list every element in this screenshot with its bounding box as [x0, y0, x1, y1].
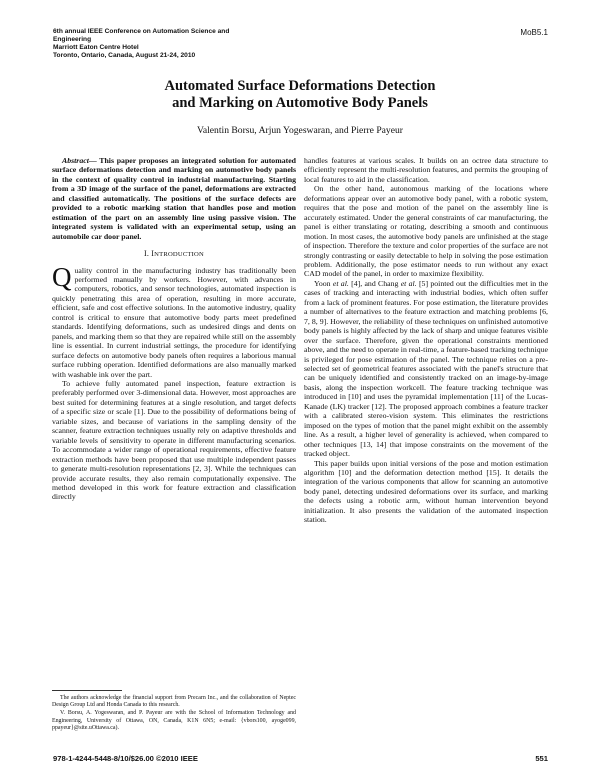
- conference-line: Engineering: [53, 36, 92, 43]
- body-paragraph: To achieve fully automated panel inspection, feature extraction is preferably performed over 3-dimensional data. However, most approaches are best suited for determining features at a single resolution, and target defects of a specific size or scale [1]. Due to the possibility of deformations being of variable sizes, and because of variations in the sampling density of the scanner, feature extraction techniques usually rely on adaptive thresholds and variable levels of sensitivity to operate in different manufacturing scenarios. To accommodate a wider range of operational requirements, effective feature extraction methods have been proposed that use multiple independent passes to generate multi-resolution representations [2, 3]. While the techniques can provide accurate results, they also remain computationally expensive. The method developed in this work for feature extraction and classification directly: [52, 378, 296, 502]
- title-line: and Marking on Automotive Body Panels: [172, 95, 428, 111]
- drop-cap: Q: [52, 261, 72, 292]
- section-title-rest: NTRODUCTION: [154, 251, 204, 259]
- abstract: [52, 156, 296, 241]
- page-number: 551: [535, 754, 548, 763]
- paragraph-text: uality control in the manufacturing industry has traditionally been performed manually by workers. However, with advances in computers, robotics, and sensor technologies, automated inspection is quickly penetrating this area of operation, resulting in more accurate, efficient, safe and cost effective solutions. In the automotive industry, quality control is critical to ensure that automotive body parts meet predefined standards. Identifying deformations, such as undesired dings and dents on panels, and marking them so that they are repaired while still on the assembly line is essential. In current industrial settings, the procedure for identifying surface defects on automotive body panels often requires a laborious manual surface rubbing operation. Identified deformations are also manually marked with washable ink over the part.: [52, 265, 296, 379]
- abstract-label: Abstract: [62, 156, 89, 165]
- body-paragraph: [304, 279, 548, 459]
- abstract-text: — This paper proposes an integrated solution for automated surface deformations detection and marking on automotive body panels in the context of quality control in industrial manufacturing. Starting from a 3D image of the surface of the panel, deformations are extracted and classified automatically. The positions of the surface defects are provided to a robotic marking station that handles pose and motion estimation of the part on an assembly line using passive vision. The integrated system is validated with an experimental setup, using an automobile car door panel.: [52, 156, 296, 241]
- paragraph-text: [4], and Chang: [348, 278, 401, 288]
- section-number: I.: [144, 249, 150, 259]
- session-code: MoB5.1: [520, 28, 548, 37]
- body-paragraph: [52, 261, 296, 379]
- conference-header: [53, 28, 393, 60]
- acknowledgment-footnote: The authors acknowledge the financial support from Precarn Inc., and the collaboration of Neptec Design Group Ltd and Honda Canada to this research.: [52, 695, 296, 709]
- body-paragraph: This paper builds upon initial versions of the pose and motion estimation algorithm [10] and the deformation detection method [15]. It details the integration of the various components that allow for scanning an automotive body panel, detecting undesired deformations over its surface, and marking the defects using a robotic arm, without human intervention beyond initialization. It also presents the validation of the automated inspection station.: [304, 458, 548, 525]
- body-paragraph: On the other hand, autonomous marking of the locations where deformations appear over an automotive body panel, with a robotic system, requires that the pose and motion of the panel on the assembly line is accurately estimated. Under the general constraints of car manufacturing, the panel is either translating or rotating, describing a smooth and continuous motion. In most cases, the automotive body panels are unfinished at the stage of inspection. Therefore the texture and color properties of the surface are not strongly contrasting or easily detectable to help in solving the pose estimation problem. Additionally, the pose estimator needs to run without any exact CAD model of the panel, in order to maximize flexibility.: [304, 184, 548, 279]
- paragraph-text: [5] pointed out the difficulties met in the cases of tracking and interacting with industrial bodies, which often suffer from a lack of prominent features. For pose estimation, the literature provides a number of alternatives to the feature extraction and matching problems [6, 7, 8, 9]. However, the reliability of these techniques on unfinished automotive body panels is highly affected by the lack of sharp and unique features visible over the surface. Therefore, given the operational constraints mentioned above, and the need to operate in real-time, a feature-based tracking technique is privileged for pose estimation of the panel. The technique relies on a pre-selected set of geometrical features associated with the panel's structure that can be uniquely identified and consistently tracked on an image-by-image basis, along the inspection workcell. The feature tracking technique was introduced in [10] and uses the pyramidal implementation [11] of the Lucas-Kanade (LK) tracker [12]. The proposed approach combines a feature tracker with a calibrated stereo-vision system. This eliminates the restrictions imposed on the types of motion that the panel might exhibit on the assembly line. As a result, a higher level of generality is achieved, when compared to other techniques [13, 14] that impose constraints on the movement of the tracked object.: [304, 278, 549, 459]
- footnotes: [52, 695, 296, 733]
- conference-line: Toronto, Ontario, Canada, August 21-24, 2010: [53, 52, 196, 59]
- et-al: et al.: [400, 278, 417, 288]
- section-heading: [52, 249, 296, 259]
- right-column: [304, 156, 548, 525]
- author-list: Valentin Borsu, Arjun Yogeswaran, and Pierre Payeur: [197, 125, 403, 136]
- title-line: Automated Surface Deformations Detection: [164, 78, 436, 94]
- conference-line: Marriott Eaton Centre Hotel: [53, 44, 139, 51]
- et-al: et al.: [332, 278, 349, 288]
- left-column: [52, 156, 296, 502]
- section-title-first: I: [151, 249, 155, 259]
- body-paragraph: handles features at various scales. It builds on an octree data structure to efficiently represent the multi-resolution features, and permits the grouping of local features to aid in the classification.: [304, 156, 548, 184]
- footnote-divider: [52, 690, 122, 691]
- affiliation-footnote: V. Borsu, A. Yogeswaran, and P. Payeur are with the School of Information Technology and Engineering, University of Ottawa, ON, Canada, K1N 6N5; e-mail: {vbors100, ayoge099, ppayeur}@site.uOttawa.ca).: [52, 710, 296, 731]
- isbn-copyright: 978-1-4244-5448-8/10/$26.00 ©2010 IEEE: [53, 754, 198, 763]
- paper-title: [0, 78, 600, 112]
- conference-line: 6th annual IEEE Conference on Automation Science and: [53, 28, 230, 35]
- paragraph-text: Yoon: [314, 278, 333, 288]
